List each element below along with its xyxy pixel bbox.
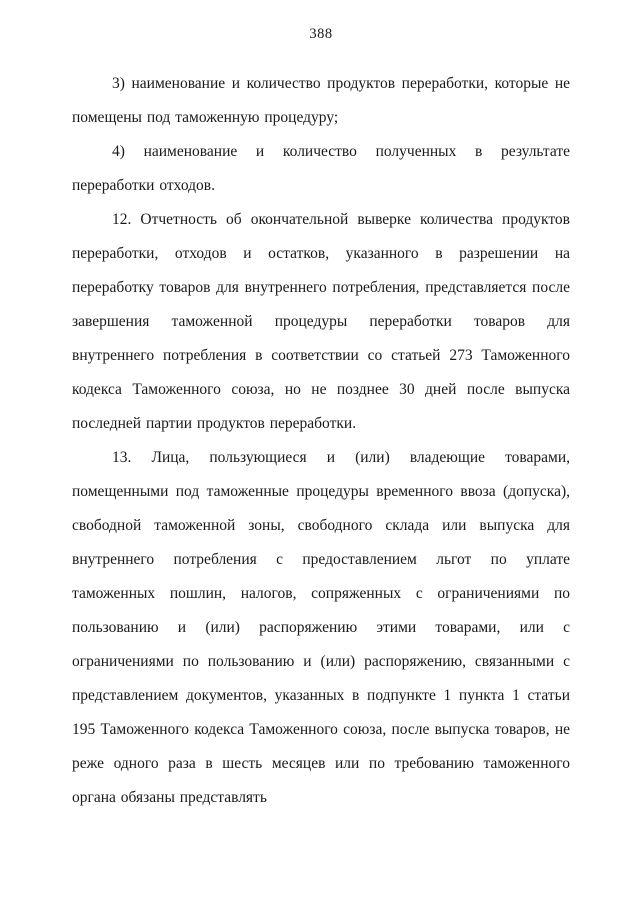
document-body <box>72 67 570 815</box>
paragraph: 4) наименование и количество полученных в результате переработки отходов. <box>72 143 570 194</box>
paragraph: 12. Отчетность об окончательной выверке количества продуктов переработки, отходов и остатков, указанного в разрешении на переработку товаров для внутреннего потребления, представляется после завершения таможенной процедуры переработки товаров для внутреннего потребления в соответствии со статьей 273 Таможенного кодекса Таможенного союза, но не позднее 30 дней после выпуска последней партии продуктов переработки. <box>72 211 570 432</box>
page-number: 388 <box>309 26 333 42</box>
paragraph: 3) наименование и количество продуктов переработки, которые не помещены под таможенную процедуру; <box>72 75 570 126</box>
paragraph: 13. Лица, пользующиеся и (или) владеющие товарами, помещенными под таможенные процедуры временного ввоза (допуска), свободной таможенной зоны, свободного склада или выпуска для внутреннего потребления с предоставлением льгот по уплате таможенных пошлин, налогов, сопряженных с ограничениями по пользованию и (или) распоряжению этими товарами, или с ограничениями по пользованию и (или) распоряжению, связанными с представлением документов, указанных в подпункте 1 пункта 1 статьи 195 Таможенного кодекса Таможенного союза, после выпуска товаров, не реже одного раза в шесть месяцев или по требованию таможенного органа обязаны представлять <box>72 449 570 806</box>
